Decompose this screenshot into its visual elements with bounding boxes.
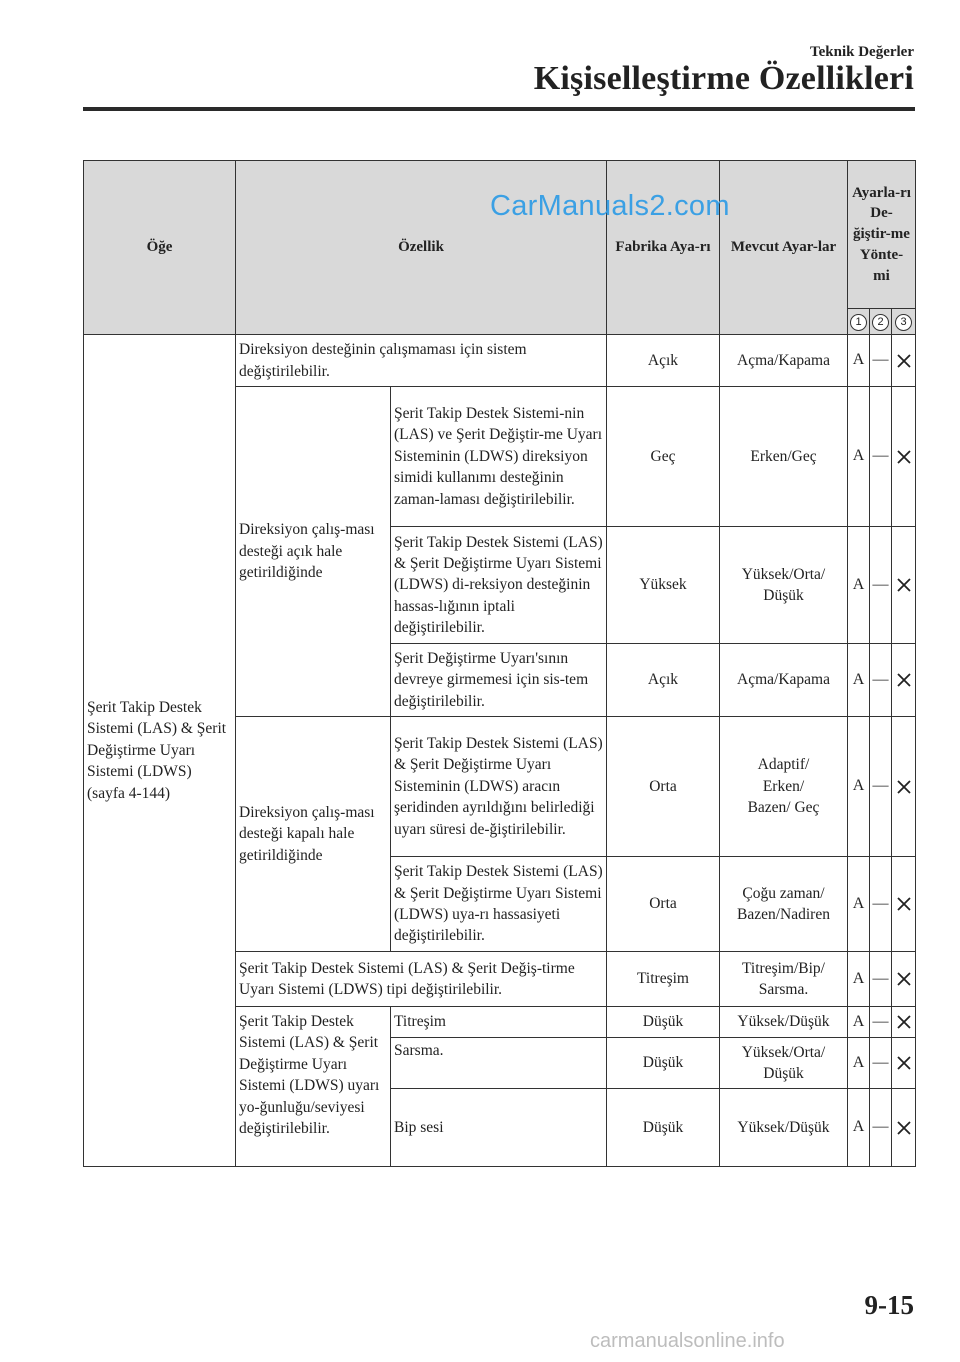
feature-cell: Şerit Takip Destek Sistemi (LAS) & Şerit Değiştirme Uyarı Sisteminin (LDWS) aracın şeridinden ayrıldığını belirlediği uyarı süresi de-ğiştirilebilir. (391, 717, 607, 857)
method-2-cell: — (870, 1007, 892, 1038)
method-1-cell: A (848, 857, 870, 952)
cross-icon (897, 1056, 911, 1070)
group-label-on: Direksiyon çalış-ması desteği açık hale getirildiğinde (236, 387, 391, 717)
method-2-cell: — (870, 527, 892, 644)
cross-icon (897, 1121, 911, 1135)
method-1-cell: A (848, 717, 870, 857)
current-cell: Açma/Kapama (720, 335, 848, 387)
current-cell: Yüksek/Orta/ Düşük (720, 527, 848, 644)
method-2-cell: — (870, 1038, 892, 1089)
method-2-cell: — (870, 335, 892, 387)
method-1-cell: A (848, 387, 870, 527)
current-cell: Yüksek/Düşük (720, 1007, 848, 1038)
cross-icon (897, 450, 911, 464)
cross-icon (897, 972, 911, 986)
method-1-cell: A (848, 1038, 870, 1089)
cross-icon (897, 354, 911, 368)
method-2-cell: — (870, 644, 892, 717)
current-cell: Yüksek/Düşük (720, 1089, 848, 1167)
header-item: Öğe (84, 161, 236, 335)
header-feature: Özellik (236, 161, 607, 335)
header-factory: Fabrika Aya-rı (607, 161, 720, 335)
group-label-off: Direksiyon çalış-ması desteği kapalı hale getirildiğinde (236, 717, 391, 952)
factory-cell: Düşük (607, 1038, 720, 1089)
factory-cell: Açık (607, 644, 720, 717)
feature-cell: Sarsma. (391, 1038, 607, 1089)
factory-cell: Orta (607, 857, 720, 952)
method-2-cell: — (870, 387, 892, 527)
feature-cell: Şerit Takip Destek Sistemi (LAS) & Şerit Değiştirme Uyarı Sistemi (LDWS) uya-rı hassasiyeti değiştirilebilir. (391, 857, 607, 952)
feature-cell: Direksiyon desteğinin çalışmaması için sistem değiştirilebilir. (236, 335, 607, 387)
method-1-cell: A (848, 1089, 870, 1167)
method-1-cell: A (848, 952, 870, 1007)
watermark-bottom: carmanualsonline.info (590, 1330, 785, 1352)
factory-cell: Geç (607, 387, 720, 527)
cross-icon (897, 780, 911, 794)
cross-icon (897, 578, 911, 592)
feature-cell: Şerit Takip Destek Sistemi-nin (LAS) ve Şerit Değiştir-me Uyarı Sisteminin (LDWS) direksiyon simidi kullanımı desteğinin zaman-laması değiştirilebilir. (391, 387, 607, 527)
factory-cell: Orta (607, 717, 720, 857)
current-cell: Adaptif/ Erken/ Bazen/ Geç (720, 717, 848, 857)
factory-cell: Titreşim (607, 952, 720, 1007)
watermark-top: CarManuals2.com (490, 190, 730, 222)
method-1-cell: A (848, 644, 870, 717)
feature-cell: Şerit Takip Destek Sistemi (LAS) & Şerit Değiştirme Uyarı Sistemi (LDWS) di-reksiyon desteğinin hassas-lığının iptali değiştirilebilir. (391, 527, 607, 644)
method-1-cell: A (848, 1007, 870, 1038)
factory-cell: Yüksek (607, 527, 720, 644)
current-cell: Açma/Kapama (720, 644, 848, 717)
method-2-cell: — (870, 1089, 892, 1167)
factory-cell: Açık (607, 335, 720, 387)
method-2-badge: 2 (872, 314, 889, 331)
method-2-cell: — (870, 952, 892, 1007)
feature-cell: Bip sesi (391, 1089, 607, 1167)
section-header: Teknik Değerler (809, 44, 914, 60)
page-number: 9-15 (864, 1290, 914, 1320)
current-cell: Çoğu zaman/ Bazen/Nadiren (720, 857, 848, 952)
method-3-badge: 3 (895, 314, 912, 331)
cross-icon (897, 897, 911, 911)
factory-cell: Düşük (607, 1007, 720, 1038)
item-label: Şerit Takip Destek Sistemi (LAS) & Şerit Değiştirme Uyarı Sistemi (LDWS) (sayfa 4-144) (84, 335, 236, 1167)
method-1-badge: 1 (850, 314, 867, 331)
settings-table (83, 160, 916, 1167)
page-title: Kişiselleştirme Özellikleri (533, 60, 914, 97)
feature-cell: Şerit Değiştirme Uyarı'sının devreye girmemesi için sis-tem değiştirilebilir. (391, 644, 607, 717)
group-label-alert: Şerit Takip Destek Sistemi (LAS) & Şerit Değiştirme Uyarı Sistemi (LDWS) uyarı yo-ğunluğu/seviyesi değiştirilebilir. (236, 1007, 391, 1167)
cross-icon (897, 1015, 911, 1029)
method-2-cell: — (870, 857, 892, 952)
cross-icon (897, 673, 911, 687)
header-current: Mevcut Ayar-lar (720, 161, 848, 335)
header-method: Ayarla-rı De-ğiştir-me Yönte-mi (848, 161, 916, 309)
feature-cell: Titreşim (391, 1007, 607, 1038)
current-cell: Erken/Geç (720, 387, 848, 527)
method-1-cell: A (848, 335, 870, 387)
method-2-cell: — (870, 717, 892, 857)
header-rule (83, 107, 915, 111)
current-cell: Yüksek/Orta/ Düşük (720, 1038, 848, 1089)
feature-cell: Şerit Takip Destek Sistemi (LAS) & Şerit Değiş-tirme Uyarı Sistemi (LDWS) tipi değiştirilebilir. (236, 952, 607, 1007)
method-1-cell: A (848, 527, 870, 644)
factory-cell: Düşük (607, 1089, 720, 1167)
current-cell: Titreşim/Bip/ Sarsma. (720, 952, 848, 1007)
